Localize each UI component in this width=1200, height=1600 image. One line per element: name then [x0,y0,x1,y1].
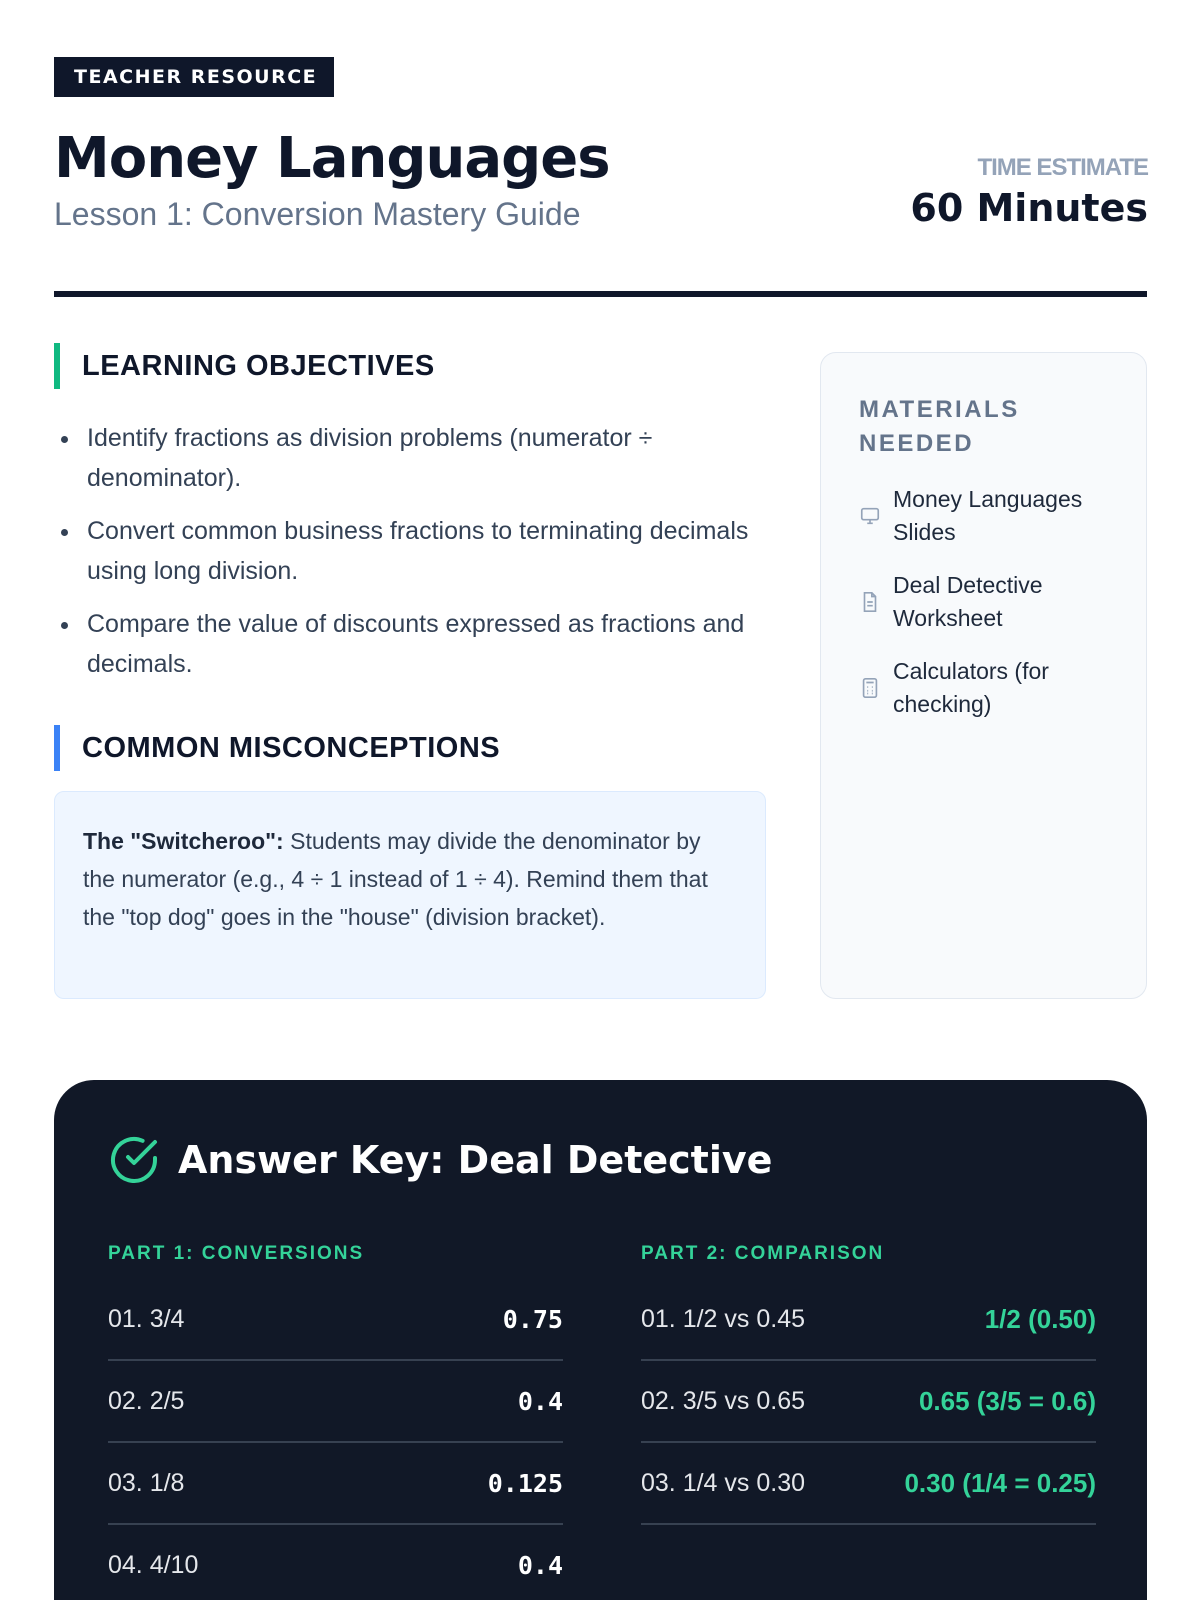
learning-objectives-list [54,418,754,697]
answer-row [108,1361,563,1443]
objective-item: Convert common business fractions to terminating decimals using long division. [54,511,754,591]
answer-key-title: Answer Key: Deal Detective [178,1138,773,1182]
material-item [859,483,1108,549]
answer-row [108,1279,563,1361]
answer-row [641,1361,1096,1443]
teacher-resource-badge: TEACHER RESOURCE [54,57,334,97]
common-misconceptions-heading: COMMON MISCONCEPTIONS [54,725,500,771]
material-label: Deal Detective Worksheet [893,572,1043,631]
misconception-text: Students may divide the denominator by the numerator (e.g., 4 ÷ 1 instead of 1 ÷ 4). Remind them that the "top dog" goes in the "house" (division bracket). [83,828,708,930]
answer: 0.4 [517,1386,563,1416]
answer: 0.30 (1/4 = 0.25) [904,1467,1096,1498]
answer: 0.125 [487,1468,563,1498]
question: 03. 1/4 vs 0.30 [641,1468,806,1497]
material-item [859,569,1108,635]
question: 01. 1/2 vs 0.45 [641,1304,806,1333]
part2-heading: PART 2: COMPARISON [641,1243,885,1264]
material-item [859,655,1108,721]
answer-key-panel [54,1080,1147,1600]
answer-row [641,1443,1096,1525]
answer-row [641,1279,1096,1361]
header-divider [54,291,1147,297]
question: 02. 2/5 [108,1386,185,1415]
part1-conversions [108,1243,563,1600]
part1-heading: PART 1: CONVERSIONS [108,1243,365,1264]
question: 03. 1/8 [108,1468,185,1497]
answer-row [108,1443,563,1525]
question: 04. 4/10 [108,1550,199,1579]
question: 02. 3/5 vs 0.65 [641,1386,806,1415]
monitor-icon [859,505,881,527]
time-estimate-label: TIME ESTIMATE [977,154,1148,181]
material-label: Calculators (for checking) [893,658,1049,717]
materials-heading: MATERIALS NEEDED [859,396,1020,457]
time-estimate-value: 60 Minutes [910,186,1148,230]
answer: 0.4 [517,1550,563,1580]
learning-objectives-heading: LEARNING OBJECTIVES [54,343,435,389]
part2-comparison [641,1243,1096,1525]
objective-item: Compare the value of discounts expressed as fractions and decimals. [54,604,754,684]
page-title: Money Languages [54,126,610,191]
check-circle-icon [108,1134,160,1186]
answer: 1/2 (0.50) [984,1303,1096,1334]
answer-key-header [108,1134,772,1186]
objective-item: Identify fractions as division problems (numerator ÷ denominator). [54,418,754,498]
materials-panel [820,352,1147,999]
answer-row [108,1525,563,1600]
material-label: Money Languages Slides [893,486,1083,545]
answer: 0.65 (3/5 = 0.6) [918,1385,1096,1416]
question: 01. 3/4 [108,1304,185,1333]
document-icon [859,591,881,613]
misconception-lead: The "Switcheroo": [83,828,284,854]
misconception-callout [54,791,766,999]
answer: 0.75 [502,1304,563,1334]
calculator-icon [859,677,881,699]
page-subtitle: Lesson 1: Conversion Mastery Guide [54,196,581,232]
